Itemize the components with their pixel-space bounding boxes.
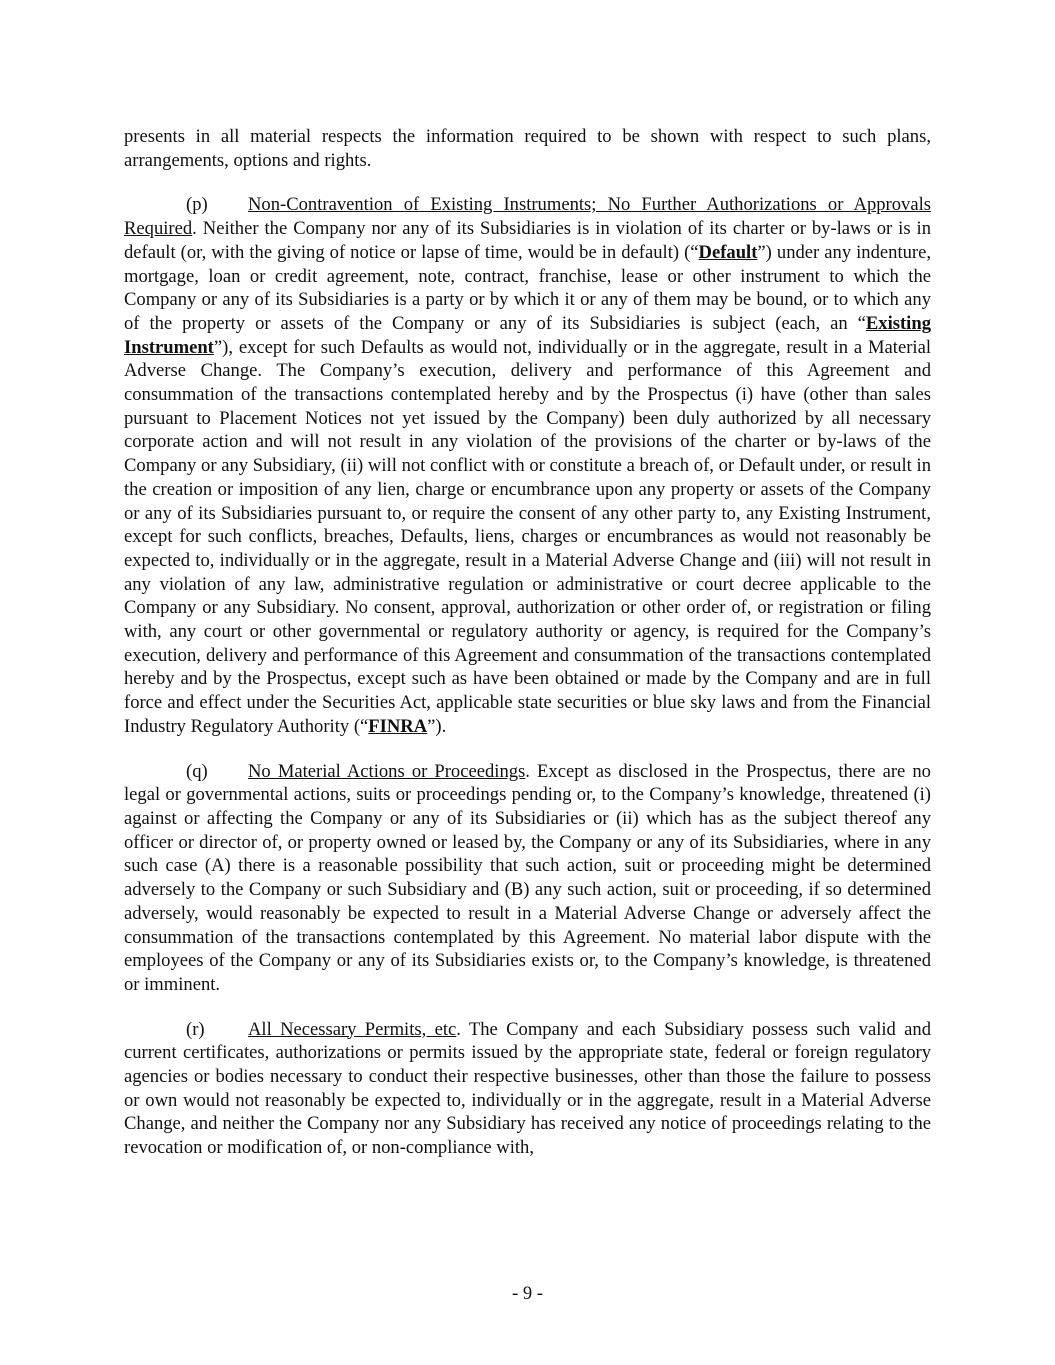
section-label: (p) — [186, 194, 208, 216]
section-r — [124, 1018, 931, 1160]
section-heading: Non-Contravention of Existing Instruments; No Further Authorizations or Approvals Required — [124, 194, 931, 240]
document-body — [124, 125, 931, 1181]
defined-term: FINRA — [368, 715, 428, 737]
section-label: (q) — [186, 760, 208, 782]
section-q — [124, 760, 931, 997]
section-body: ”), except for such Defaults as would not, individually or in the aggregate, result in a Material Adverse Change. The Company’s execution, delivery and performance of this Agreement and consummation of the transactions contemplated hereby and by the Prospectus (i) have (other than sales pursuant to Placement Notices not yet issued by the Company) been duly authorized by all necessary corporate action and will not result in any violation of the provisions of the charter or by-laws of the Company or any Subsidiary, (ii) will not conflict with or constitute a breach of, or Default under, or result in the creation or imposition of any lien, charge or encumbrance upon any property or assets of the Company or any of its Subsidiaries pursuant to, or require the consent of any other party to, any Existing Instrument, except for such conflicts, breaches, Defaults, liens, charges or encumbrances as would not reasonably be expected to, individually or in the aggregate, result in a Material Adverse Change and (iii) will not result in any violation of any law, administrative regulation or administrative or court decree applicable to the Company or any Subsidiary. No consent, approval, authorization or other order of, or registration or filing with, any court or other governmental or regulatory authority or agency, is required for the Company’s execution, delivery and performance of this Agreement and consummation of the transactions contemplated hereby and by the Prospectus, except such as have been obtained or made by the Company and are in full force and effect under the Securities Act, applicable state securities or blue sky laws and from the Financial Industry Regulatory Authority (“ — [124, 336, 931, 737]
continuation-paragraph: presents in all material respects the information required to be shown with respect to such plans, arrangements, options and rights. — [124, 126, 931, 171]
section-body: ”) under any indenture, mortgage, loan or credit agreement, note, contract, franchise, lease or other instrument to which the Company or any of its Subsidiaries is a party or by which it or any of them may be bound, or to which any of the property or assets of the Company or any of its Subsidiaries is subject (each, an “ — [124, 241, 932, 334]
section-p — [124, 193, 931, 738]
section-heading: All Necessary Permits, etc — [248, 1018, 457, 1040]
section-label: (r) — [186, 1018, 205, 1040]
section-heading: No Material Actions or Proceedings — [248, 760, 526, 782]
page-number: - 9 - — [512, 1283, 543, 1304]
section-body: . The Company and each Subsidiary possess such valid and current certificates, authorizations or permits issued by the appropriate state, federal or foreign regulatory agencies or bodies necessary to conduct their respective businesses, other than those the failure to possess or own would not reasonably be expected to, individually or in the aggregate, result in a Material Adverse Change, and neither the Company nor any Subsidiary has received any notice of proceedings relating to the revocation or modification of, or non-compliance with, — [124, 1018, 932, 1159]
defined-term: Default — [698, 241, 758, 263]
section-body: ”). — [427, 715, 447, 737]
section-body: . Neither the Company nor any of its Subsidiaries is in violation of its charter or by-laws or is in default (or, with the giving of notice or lapse of time, would be in default) (“ — [124, 218, 931, 263]
section-body: . Except as disclosed in the Prospectus, there are no legal or governmental actions, suits or proceedings pending or, to the Company’s knowledge, threatened (i) against or affecting the Company or any of its Subsidiaries or (ii) which has as the subject thereof any officer or director of, or property owned or leased by, the Company or any of its Subsidiaries, where in any such case (A) there is a reasonable possibility that such action, suit or proceeding might be determined adversely to the Company or such Subsidiary and (B) any such action, suit or proceeding, if so determined adversely, would reasonably be expected to result in a Material Adverse Change or adversely affect the consummation of the transactions contemplated by this Agreement. No material labor dispute with the employees of the Company or any of its Subsidiaries exists or, to the Company’s knowledge, is threatened or imminent. — [124, 760, 931, 995]
defined-term: Existing Instrument — [124, 312, 931, 358]
